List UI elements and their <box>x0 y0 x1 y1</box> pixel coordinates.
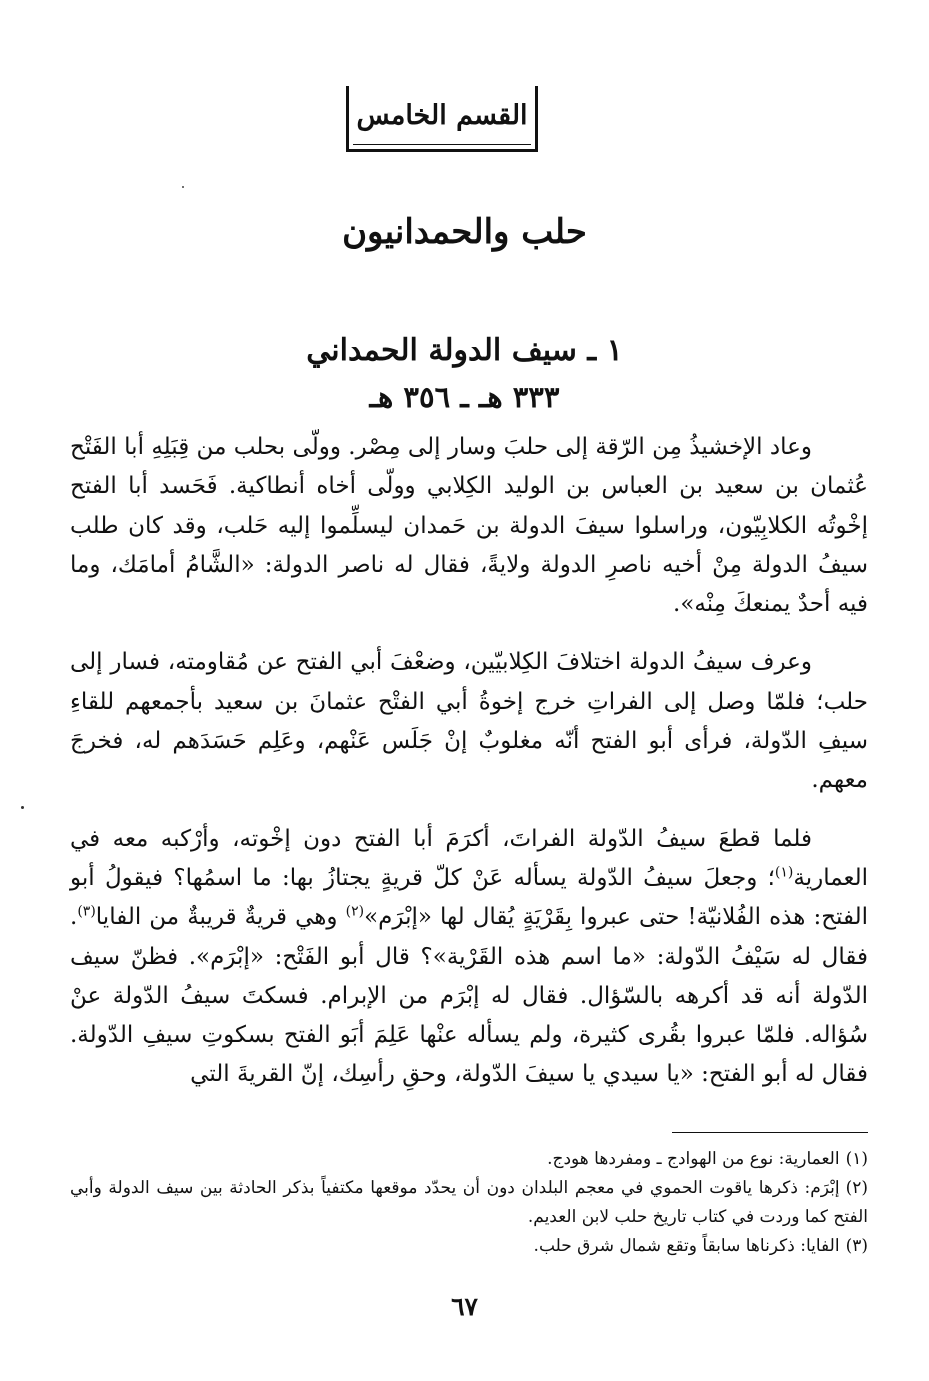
footnote-text: العمارية: نوع من الهوادج ـ ومفردها هودج. <box>547 1149 840 1169</box>
paragraph-text: وعاد الإخشيذُ مِن الرّقة إلى حلبَ وسار إلى مِصْر. وولّى بحلب من قِبَلِهِ أبا الفَتْح عُثمان بن سعيد بن العباس بن الوليد الكِلابي وولّى أخاه أنطاكية. فَحَسد أبا الفتح إخْوتُه الكلابِيّون، وراسلوا سيفَ الدولة بن حَمدان ليسلِّموا إليه حَلب، وقد كان طلب سيفُ الدولة مِنْ أخيه ناصرِ الدولة ولايةً، فقال له ناصر الدولة: «الشَّامُ أمامَك، وما فيه أحدٌ يمنعكَ مِنْه». <box>70 434 868 618</box>
footnote-text: الفايا: ذكرناها سابقاً وتقع شمال شرق حلب. <box>533 1236 840 1256</box>
paragraph-text: فلما قطعَ سيفُ الدّولة الفراتَ، أكرَمَ أبا الفتح دون إخْوته، وأرْكبه معه في العمارية <box>70 825 868 891</box>
section-title: حلب والحمدانيون <box>342 212 587 252</box>
footnote-ref-2[interactable]: (٢) <box>345 903 365 920</box>
body-text <box>70 428 868 1095</box>
paragraph-1 <box>70 428 868 624</box>
chapter-title: ١ ـ سيف الدولة الحمداني <box>306 333 623 368</box>
part-label: القسم الخامس <box>356 100 528 131</box>
paragraph-text: . فقال له سَيْفُ الدّولة: «ما اسم هذه القَرْية»؟ قال أبو الفَتْح: «إبْرَم». فظنّ سيف الدّولة أنه قد أكرهه بالسّؤال. فقال له إبْرَم من الإبرام. فسكتَ سيفُ الدّولة عنْ سُؤاله. فلمّا عبروا بقُرى كثيرة، ولم يسأله عنْها عَلِمَ أبَو الفتح بسكوتِ سيفِ الدّولة. فقال له أبو الفتح: «يا سيدي يا سيفَ الدّولة، وحقِ رأسِك، إنّ القريةَ التي <box>70 904 868 1088</box>
footnote-number: (١) <box>845 1149 868 1169</box>
paragraph-text: ؛ وجعلَ سيفُ الدّولة يسأله عَنْ كلّ قريةٍ يجتازُ بها: ما اسمُها؟ فيقولُ أبو الفتح: هذه الفُلانيّة! حتى عبروا بِقَرْيَةٍ يُقال لها «إبْرَم» <box>70 864 869 931</box>
footnote-text: إبْرَم: ذكرها ياقوت الحموي في معجم البلدان دون أن يحدّد موقعها مكتفياً بذكر الحادثة بين سيف الدولة وأبي الفتح كما وردت في كتاب تاريخ حلب لابن العديم. <box>70 1178 868 1227</box>
footnote-number: (٣) <box>845 1236 868 1256</box>
footnote-number: (٢) <box>845 1178 868 1198</box>
part-heading-box <box>346 86 538 152</box>
paragraph-2 <box>70 643 868 800</box>
footnote-ref-1[interactable]: (١) <box>774 864 794 881</box>
paragraph-text: وعرف سيفُ الدولة اختلافَ الكِلابيّين، وضعْفَ أبي الفتح عن مُقاومته، فسار إلى حلب؛ فلمّا وصل إلى الفراتِ خرج إخوةُ أبي الفتْح عثمانَ بن سعيد بأجمعهم للقاءِ سيفِ الدّولة، فرأى أبو الفتح أنّه مغلوبٌ إنْ جَلَس عَنْهم، وعَلِم حَسَدَهم له، فخرجَ معهم. <box>70 649 868 794</box>
footnote-2 <box>70 1174 868 1232</box>
chapter-dates: ٣٣٣ هـ ـ ٣٥٦ هـ <box>369 380 560 414</box>
paragraph-3 <box>70 820 868 1095</box>
page-number: ٦٧ <box>451 1292 478 1321</box>
footnote-ref-3[interactable]: (٣) <box>77 903 96 920</box>
footnote-divider <box>672 1132 868 1133</box>
scan-speck <box>182 186 184 188</box>
paragraph-text: وهي قريةٌ قريبةٌ من الفايا <box>95 904 346 931</box>
footnotes <box>70 1145 868 1261</box>
footnote-1 <box>70 1145 868 1174</box>
footnote-3 <box>70 1232 868 1261</box>
scan-speck <box>21 806 24 809</box>
